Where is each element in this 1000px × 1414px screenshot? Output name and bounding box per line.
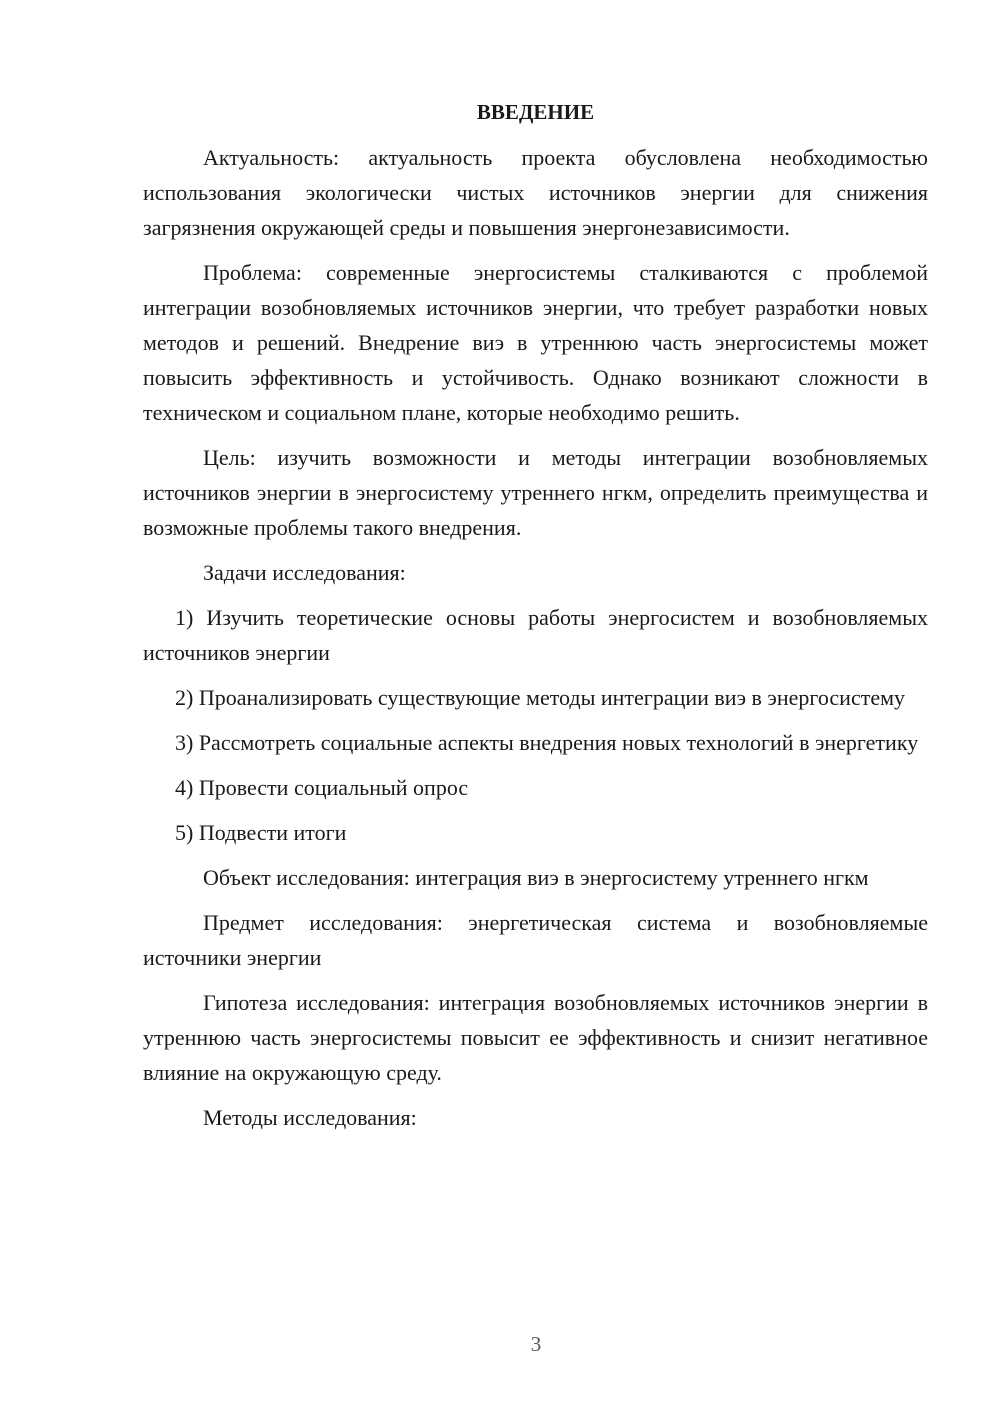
paragraph-hypothesis: Гипотеза исследования: интеграция возобновляемых источников энергии в утреннюю часть энергосистемы повысит ее эффективность и снизит негативное влияние на окружающую среду.	[143, 990, 928, 1085]
task-item: 1) Изучить теоретические основы работы энергосистем и возобновляемых источников энергии	[143, 605, 928, 665]
task-item: 5) Подвести итоги	[175, 820, 347, 845]
paragraph-subject: Предмет исследования: энергетическая система и возобновляемые источники энергии	[143, 910, 928, 970]
task-item: 2) Проанализировать существующие методы интеграции виэ в энергосистему	[175, 685, 906, 710]
tasks-heading: Задачи исследования:	[203, 560, 406, 585]
task-item: 4) Провести социальный опрос	[175, 775, 469, 800]
paragraph-goal: Цель: изучить возможности и методы интеграции возобновляемых источников энергии в энергосистему утреннего нгкм, определить преимущества и возможные проблемы такого внедрения.	[143, 445, 928, 540]
paragraph-problem: Проблема: современные энергосистемы сталкиваются с проблемой интеграции возобновляемых источников энергии, что требует разработки новых методов и решений. Внедрение виэ в утреннюю часть энергосистемы может повысить эффективность и устойчивость. Однако возникают сложности в техническом и социальном плане, которые необходимо решить.	[143, 260, 928, 425]
paragraph-relevance: Актуальность: актуальность проекта обусловлена необходимостью использования экологически чистых источников энергии для снижения загрязнения окружающей среды и повышения энергонезависимости.	[143, 145, 928, 240]
section-title: ВВЕДЕНИЕ	[476, 100, 595, 124]
paragraph-object: Объект исследования: интеграция виэ в энергосистему утреннего нгкм	[203, 865, 869, 890]
task-item: 3) Рассмотреть социальные аспекты внедрения новых технологий в энергетику	[175, 730, 919, 755]
methods-heading: Методы исследования:	[203, 1105, 417, 1130]
document-page	[143, 95, 928, 1145]
page-number: 3	[530, 1332, 542, 1356]
